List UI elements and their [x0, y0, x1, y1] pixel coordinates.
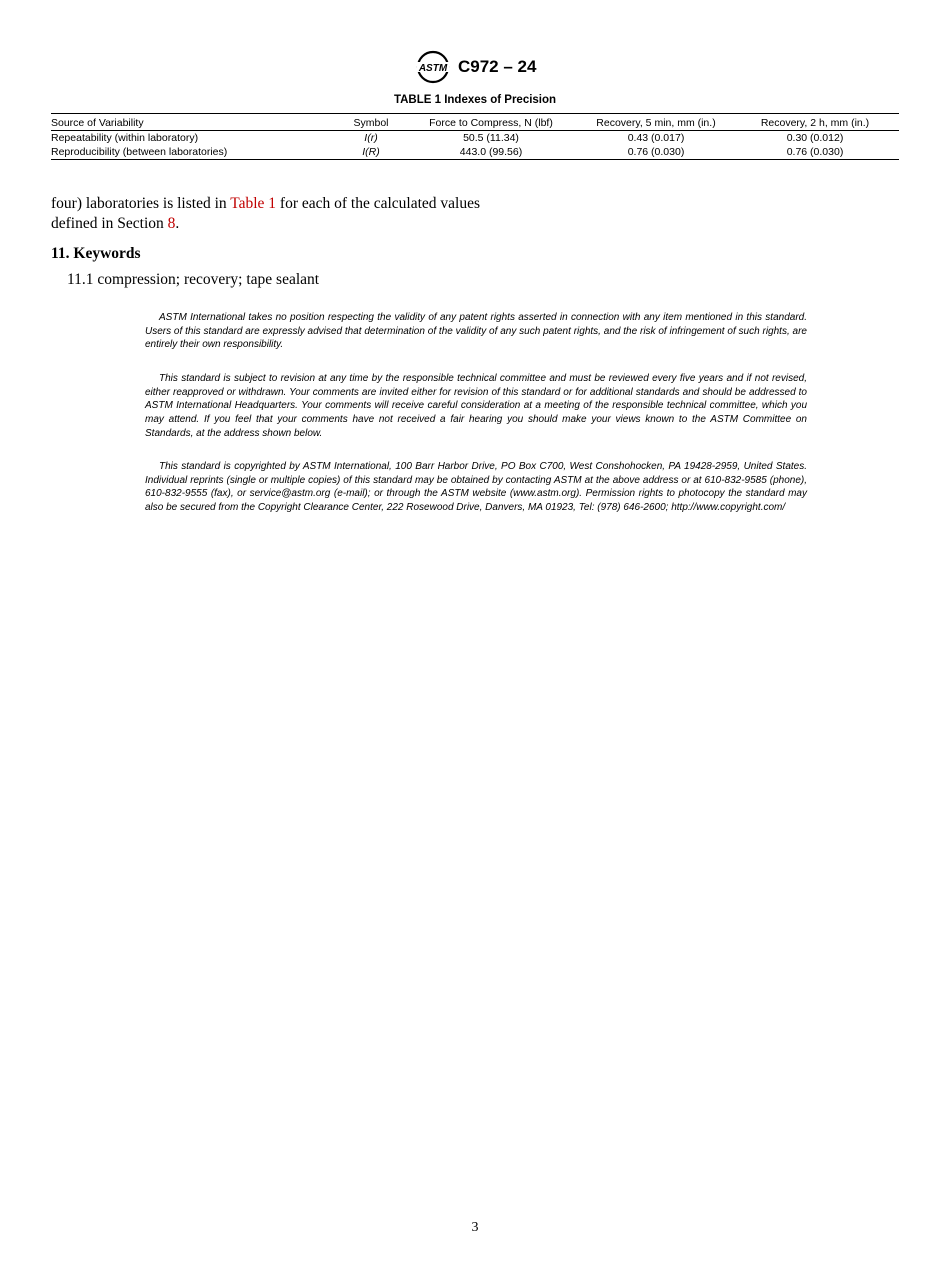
- table-cell: 0.43 (0.017): [627, 132, 685, 144]
- section-8-link[interactable]: 8: [167, 214, 176, 232]
- patent-notice: ASTM International takes no position respecting the validity of any patent rights asserted in connection with any item mentioned in this standard. Users of this standard are expressly advised that determination of the validity of any such patent rights, and the risk of infringement of such rights, are entirely their own responsibility.: [145, 312, 807, 351]
- page-header: [0, 50, 950, 84]
- section-heading: 11. Keywords: [51, 245, 141, 262]
- column-header: Force to Compress, N (lbf): [429, 117, 553, 129]
- table-cell: Repeatability (within laboratory): [51, 132, 199, 144]
- astm-logo-icon: [413, 50, 453, 84]
- table-cell: Reproducibility (between laboratories): [51, 146, 228, 158]
- continued-paragraph: four) laboratories is listed in Table 1 for each of the calculated values defined in Section 8.: [51, 195, 481, 232]
- standard-designation: C972 – 24: [458, 57, 537, 76]
- table-header-row: [51, 114, 899, 131]
- copyright-notice: This standard is copyrighted by ASTM International, 100 Barr Harbor Drive, PO Box C700, West Conshohocken, PA 19428-2959, United States. Individual reprints (single or multiple copies) of this standard may be obtained by contacting ASTM at the above address or at 610-832-9585 (phone), 610-832-9555 (fax), or service@astm.org (e-mail); or through the ASTM website (www.astm.org). Permission rights to photocopy the standard may also be secured from the Copyright Clearance Center, 222 Rosewood Drive, Danvers, MA 01923, Tel: (978) 646-2600; http://www.copyright.com/: [145, 461, 807, 514]
- page-number: 3: [471, 1220, 479, 1235]
- table-cell: I(r): [364, 132, 378, 144]
- precision-table: [51, 113, 899, 160]
- table-row: [51, 145, 899, 160]
- revision-notice: This standard is subject to revision at any time by the responsible technical committee and must be reviewed every five years and if not revised, either reapproved or withdrawn. Your comments are invited either for revision of this standard or for additional standards and should be addressed to ASTM International Headquarters. Your comments will receive careful consideration at a meeting of the responsible technical committee, which you may attend. If you feel that your comments have not received a fair hearing you should make your views known to the ASTM Committee on Standards, at the address shown below.: [145, 373, 807, 439]
- table-cell: 50.5 (11.34): [463, 132, 519, 144]
- table-1-link[interactable]: Table 1: [230, 195, 277, 212]
- table-cell: 0.76 (0.030): [627, 146, 685, 158]
- table-row: [51, 131, 899, 146]
- column-header: Recovery, 5 min, mm (in.): [596, 117, 716, 129]
- keywords-paragraph: 11.1 compression; recovery; tape sealant: [67, 271, 320, 288]
- column-header: Source of Variability: [51, 117, 144, 129]
- table-cell: 0.76 (0.030): [786, 146, 844, 158]
- table-caption: TABLE 1 Indexes of Precision: [393, 94, 557, 106]
- table-cell: 443.0 (99.56): [459, 146, 523, 158]
- svg-text:ASTM: ASTM: [418, 63, 448, 74]
- table-cell: I(R): [362, 146, 380, 158]
- table-cell: 0.30 (0.012): [786, 132, 844, 144]
- column-header: Recovery, 2 h, mm (in.): [760, 117, 870, 129]
- column-header: Symbol: [353, 117, 389, 129]
